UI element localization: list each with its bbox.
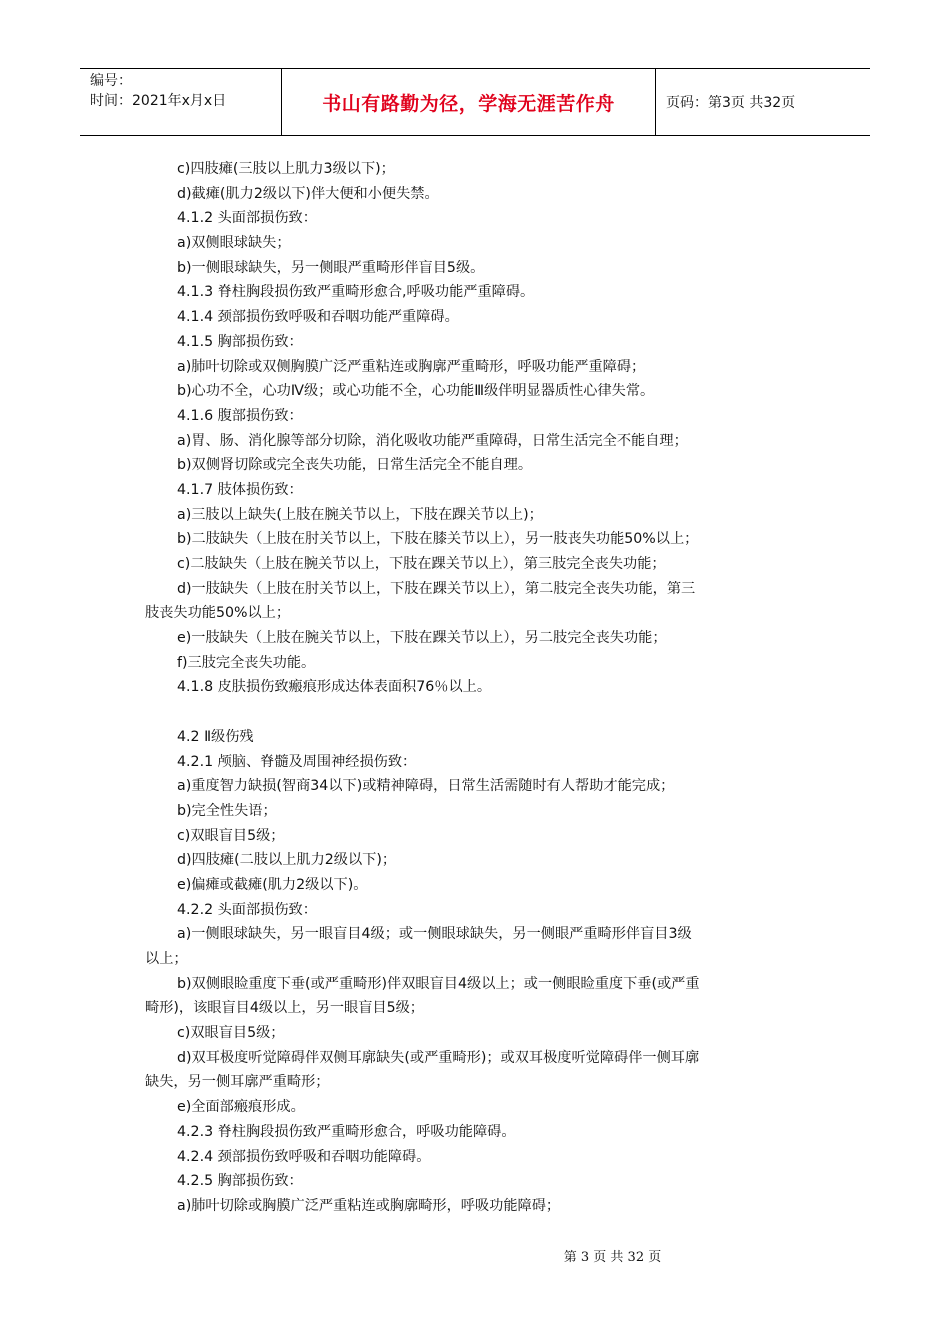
text-line: b)心功不全，心功Ⅳ级；或心功能不全，心功能Ⅲ级伴明显器质性心律失常。 [177,383,655,400]
text-line: b)完全性失语； [177,802,277,819]
document-body [145,157,810,1219]
text-line: 以上； [145,951,188,967]
text-line: d)四肢瘫(二肢以上肌力2级以下)； [177,852,397,869]
text-line: 缺失，另一侧耳廓严重畸形； [145,1074,330,1091]
text-line: a)肺叶切除或胸膜广泛严重粘连或胸廓畸形，呼吸功能障碍； [177,1197,561,1214]
header-motto: 书山有路勤为径，学海无涯苦作舟 [322,92,615,115]
text-line: 4.2.1 颅脑、脊髓及周围神经损伤致： [177,753,417,770]
blank-line [145,700,810,725]
text-line: 4.2.4 颈部损伤致呼吸和吞咽功能障碍。 [177,1148,431,1165]
header-motto-cell [282,69,656,135]
text-line: b)双侧眼睑重度下垂(或严重畸形)伴双眼盲目4级以上；或一侧眼睑重度下垂(或严重 [177,975,700,992]
text-line: f)三肢完全丧失功能。 [177,654,316,671]
document-date-label: 时间：2021年x月x日 [90,93,227,109]
text-line: 4.2.3 脊柱胸段损伤致严重畸形愈合，呼吸功能障碍。 [177,1123,516,1140]
text-line: c)二肢缺失（上肢在腕关节以上，下肢在踝关节以上），第三肢完全丧失功能； [177,556,666,572]
text-line: 4.1.4 颈部损伤致呼吸和吞咽功能严重障碍。 [177,309,459,326]
text-line: 肢丧失功能50%以上； [145,605,291,622]
text-line: a)肺叶切除或双侧胸膜广泛严重粘连或胸廓严重畸形，呼吸功能严重障碍； [177,358,646,375]
text-line: d)截瘫(肌力2级以下)伴大便和小便失禁。 [177,185,439,202]
text-line: 4.1.5 胸部损伤致： [177,333,303,350]
text-line: 4.1.8 皮肤损伤致瘢痕形成达体表面积76％以上。 [177,679,492,696]
text-line: 4.1.3 脊柱胸段损伤致严重畸形愈合,呼吸功能严重障碍。 [177,284,535,301]
text-line: a)双侧眼球缺失； [177,235,291,252]
text-line: c)双眼盲目5级； [177,1025,285,1042]
text-line: 4.1.6 腹部损伤致： [177,407,303,424]
text-line: b)一侧眼球缺失，另一侧眼严重畸形伴盲目5级。 [177,259,485,276]
text-line: 4.2.5 胸部损伤致： [177,1173,303,1190]
page-footer [0,1246,950,1265]
text-line: 4.1.2 头面部损伤致： [177,210,317,227]
header-meta-cell [80,69,282,135]
text-line: a)三肢以上缺失(上肢在腕关节以上，下肢在踝关节以上)； [177,506,543,523]
text-line: e)一肢缺失（上肢在腕关节以上，下肢在踝关节以上），另二肢完全丧失功能； [177,630,667,647]
header-page-info: 页码：第3页 共32页 [666,95,796,111]
text-line: d)一肢缺失（上肢在肘关节以上，下肢在踝关节以上），第二肢完全丧失功能，第三 [177,580,696,597]
text-line: e)偏瘫或截瘫(肌力2级以下)。 [177,876,368,893]
text-line: a)重度智力缺损(智商34以下)或精神障碍，日常生活需随时有人帮助才能完成； [177,778,675,795]
text-line: b)二肢缺失（上肢在肘关节以上，下肢在膝关节以上），另一肢丧失功能50%以上； [177,531,699,548]
page-header [80,68,870,136]
header-page-cell [656,69,870,135]
text-line: a)胃、肠、消化腺等部分切除，消化吸收功能严重障碍，日常生活完全不能自理； [177,432,688,449]
text-line: d)双耳极度听觉障碍伴双侧耳廓缺失(或严重畸形)；或双耳极度听觉障碍伴一侧耳廓 [177,1049,700,1066]
footer-page-number: 第 3 页 共 32 页 [563,1250,662,1265]
text-line: e)全面部瘢痕形成。 [177,1099,305,1116]
text-line: 4.2 Ⅱ级伤残 [177,728,254,745]
text-line: b)双侧肾切除或完全丧失功能，日常生活完全不能自理。 [177,457,533,474]
text-line: 畸形)，该眼盲目4级以上，另一眼盲目5级； [145,1000,424,1017]
text-line: 4.2.2 头面部损伤致： [177,901,317,918]
text-line: c)四肢瘫(三肢以上肌力3级以下)； [177,161,395,177]
text-line: c)双眼盲目5级； [177,827,285,844]
text-line: a)一侧眼球缺失，另一眼盲目4级；或一侧眼球缺失，另一侧眼严重畸形伴盲目3级 [177,926,692,943]
text-line: 4.1.7 肢体损伤致： [177,481,303,498]
document-code-label: 编号： [90,73,132,89]
